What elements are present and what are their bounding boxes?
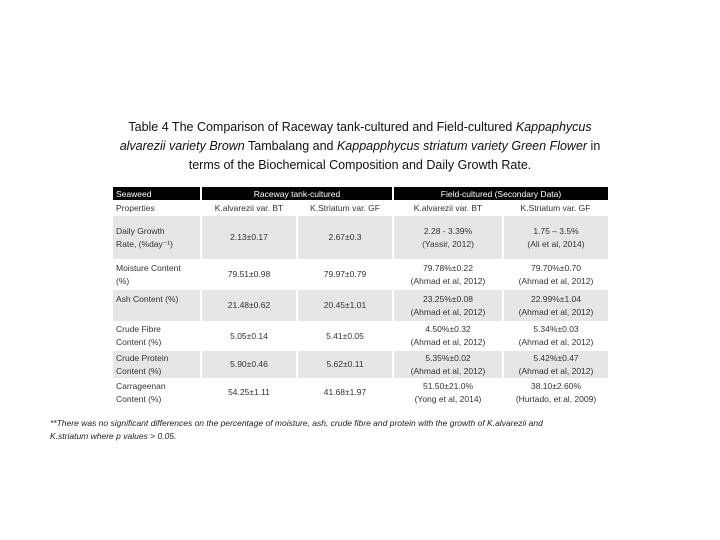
row-property bbox=[113, 379, 201, 407]
row-property: Ash Content (%) bbox=[113, 290, 201, 322]
property-line1: Crude Protein bbox=[116, 352, 169, 363]
caption-line3: terms of the Biochemical Composition and Daily Growth Rate. bbox=[188, 158, 532, 172]
cell-c3-source: (Ahmad et al, 2012) bbox=[410, 306, 486, 317]
cell-c4 bbox=[503, 216, 608, 260]
cell-c3-source: (Yong et al, 2014) bbox=[414, 393, 482, 404]
cell-c3-source: (Ahmad et al, 2012) bbox=[410, 365, 486, 376]
header-c4: K.Striatum var. GF bbox=[503, 200, 608, 216]
property-line2: (%) bbox=[116, 275, 130, 286]
cell-c1: 5.90±0.46 bbox=[201, 351, 297, 379]
header-seaweed: Seaweed bbox=[113, 187, 201, 200]
cell-c4-source: (Ahmad et al, 2012) bbox=[518, 306, 594, 317]
cell-c1: 2.13±0.17 bbox=[201, 216, 297, 260]
cell-c2: 79.97±0.79 bbox=[297, 260, 393, 290]
table-row bbox=[113, 379, 608, 407]
table-row bbox=[113, 351, 608, 379]
cell-c4 bbox=[503, 379, 608, 407]
property-line2: Content (%) bbox=[116, 337, 162, 347]
cell-c1: 54.25±1.11 bbox=[201, 379, 297, 407]
row-property bbox=[113, 260, 201, 290]
caption-line2-mid: Tambalang and bbox=[244, 139, 337, 153]
cell-c3-value: 79.78%±0.22 bbox=[422, 262, 474, 273]
property-line1: Crude Fibre bbox=[116, 324, 161, 334]
table-row bbox=[113, 322, 608, 351]
row-property bbox=[113, 216, 201, 260]
caption-line2-post: in bbox=[587, 139, 601, 153]
cell-c3-value: 2.28 - 3.39% bbox=[423, 225, 473, 236]
cell-c3 bbox=[393, 216, 503, 260]
cell-c4-value: 5.42%±0.47 bbox=[533, 352, 579, 363]
caption-line2-italic-b: Kappapphycus striatum variety Green Flower bbox=[336, 139, 588, 153]
header-properties: Properties bbox=[113, 200, 201, 216]
header-c1: K.alvarezii var. BT bbox=[201, 200, 297, 216]
cell-c3 bbox=[393, 260, 503, 290]
property-line2: Content (%) bbox=[116, 393, 162, 404]
cell-c1: 79.51±0.98 bbox=[201, 260, 297, 290]
footnote-line2: K.striatum where p values > 0.05. bbox=[50, 431, 177, 441]
property-line1: Daily Growth bbox=[116, 225, 165, 236]
cell-c4-source: (Ahmad et al, 2012) bbox=[518, 337, 594, 347]
cell-c1: 21.48±0.62 bbox=[201, 290, 297, 322]
header-c2: K.Striatum var. GF bbox=[297, 200, 393, 216]
cell-c4 bbox=[503, 290, 608, 322]
cell-c3-value: 23.25%±0.08 bbox=[422, 293, 474, 304]
cell-c3 bbox=[393, 322, 503, 351]
cell-c2: 5.62±0.11 bbox=[297, 351, 393, 379]
row-property bbox=[113, 351, 201, 379]
cell-c4-source: (Ali et al, 2014) bbox=[527, 238, 585, 249]
table-row bbox=[113, 290, 608, 322]
cell-c3-source: (Ahmad et al, 2012) bbox=[410, 337, 486, 347]
cell-c2: 5.41±0.05 bbox=[297, 322, 393, 351]
table-caption bbox=[100, 118, 620, 175]
cell-c2: 2.67±0.3 bbox=[297, 216, 393, 260]
table-row bbox=[113, 216, 608, 260]
property-line1: Moisture Content bbox=[116, 262, 181, 273]
cell-c4 bbox=[503, 260, 608, 290]
table-footnote bbox=[50, 417, 678, 443]
property-line2: Content (%) bbox=[116, 365, 162, 376]
caption-line2-italic-a: alvarezii variety Brown bbox=[119, 139, 245, 153]
cell-c4-value: 1.75 – 3.5% bbox=[533, 225, 579, 236]
cell-c4-value: 79.70%±0.70 bbox=[530, 262, 582, 273]
cell-c3 bbox=[393, 351, 503, 379]
footnote-line1: **There was no significant differences on the percentage of moisture, ash, crude fibre and protein with the growth of K.alvarezii and bbox=[50, 418, 543, 428]
header-field: Field-cultured (Secondary Data) bbox=[393, 187, 608, 200]
cell-c4-value: 5.34%±0.03 bbox=[533, 324, 579, 334]
cell-c1: 5.05±0.14 bbox=[201, 322, 297, 351]
group-header-row bbox=[113, 187, 608, 200]
caption-line1-text: Table 4 The Comparison of Raceway tank-cultured and Field-cultured bbox=[128, 120, 516, 134]
caption-line1-italic: Kappaphycus bbox=[515, 120, 592, 134]
comparison-table bbox=[113, 187, 608, 407]
cell-c4-value: 38.10±2.60% bbox=[530, 380, 582, 391]
cell-c3-value: 5.35%±0.02 bbox=[425, 352, 471, 363]
property-line2: Rate, (%day⁻¹) bbox=[116, 238, 173, 249]
cell-c4 bbox=[503, 322, 608, 351]
cell-c3 bbox=[393, 290, 503, 322]
cell-c2: 41.68±1.97 bbox=[297, 379, 393, 407]
sub-header-row bbox=[113, 200, 608, 216]
cell-c2: 20.45±1.01 bbox=[297, 290, 393, 322]
cell-c4 bbox=[503, 351, 608, 379]
cell-c4-source: (Ahmad et al, 2012) bbox=[518, 275, 594, 286]
header-c3: K.alvarezii var. BT bbox=[393, 200, 503, 216]
cell-c4-source: (Ahmad et al, 2012) bbox=[518, 365, 594, 376]
cell-c3 bbox=[393, 379, 503, 407]
header-raceway: Raceway tank-cultured bbox=[201, 187, 393, 200]
property-line1: Carrageenan bbox=[116, 380, 166, 391]
cell-c3-source: (Ahmad et al, 2012) bbox=[410, 275, 486, 286]
table-row bbox=[113, 260, 608, 290]
row-property bbox=[113, 322, 201, 351]
cell-c3-value: 51.50±21.0% bbox=[422, 380, 474, 391]
cell-c4-value: 22.99%±1.04 bbox=[530, 293, 582, 304]
cell-c3-source: (Yassir, 2012) bbox=[422, 238, 474, 249]
cell-c4-source: (Hurtado, et al, 2009) bbox=[515, 393, 597, 404]
cell-c3-value: 4.50%±0.32 bbox=[425, 324, 471, 334]
